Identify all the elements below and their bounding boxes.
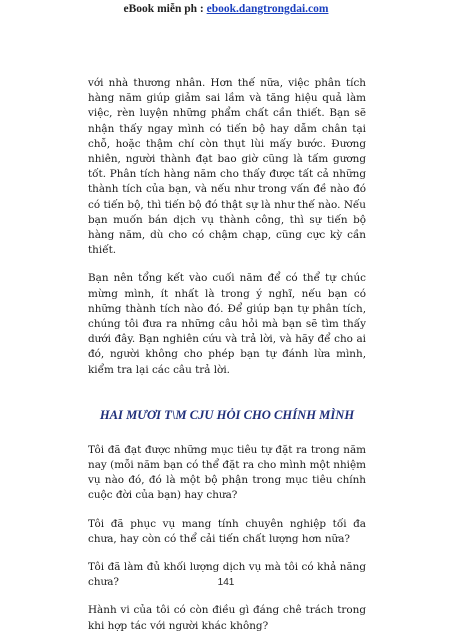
page-number: 141 xyxy=(217,577,235,588)
body-paragraph: Bạn nên tổng kết vào cuối năm để có thể tự chúc mừng mình, ít nhất là trong ý nghĩ, nếu bạn có những thành tích nào đó. Để giúp bạn tự phân tích, chúng tôi đưa ra những câu hỏi mà bạn sẽ tìm thấy dưới đây. Bạn nghiên cứu và trả lời, và hãy để cho ai đó, người không cho phép bạn tự đánh lừa mình, kiểm tra lại các câu trả lời. xyxy=(88,272,366,376)
section-heading: HAI MƯƠI T\M CJU HỎI CHO CHÍNH MÌNH xyxy=(99,407,355,422)
body-paragraph: với nhà thương nhân. Hơn thế nữa, việc phân tích hàng năm giúp giảm sai lầm và tăng hiệu quả làm việc, rèn luyện những phẩm chất cần thiết. Bạn sẽ nhận thấy ngay mình có tiến bộ hay dẫm chân tại chỗ, hoặc thậm chí còn thụt lùi mấy bước. Đương nhiên, người thành đạt bao giờ cũng là tấm gương tốt. Phân tích hàng năm cho thấy được tất cả những thành tích của bạn, và nếu như trong vấn đề nào đó có tiến bộ, thì tiến bộ đó thật sự là như thế nào. Nếu bạn muốn bán dịch vụ thành công, thì sự tiến bộ hàng năm, dù cho có chậm chạp, cũng cực kỳ cần thiết. xyxy=(88,77,366,257)
header-link[interactable]: ebook.dangtrongdai.com xyxy=(206,3,329,15)
page-header xyxy=(0,3,452,15)
question-paragraph: Tôi đã phục vụ mang tính chuyên nghiệp tối đa chưa, hay còn có thể cải tiến chất lượng hơn nữa? xyxy=(88,517,366,545)
question-paragraph: Hành vi của tôi có còn điều gì đáng chê trách trong khi hợp tác với người khác không? xyxy=(88,604,366,632)
header-prefix: eBook miễn ph : xyxy=(123,3,207,15)
question-paragraph: Tôi đã đạt được những mục tiêu tự đặt ra trong năm nay (mỗi năm bạn có thể đặt ra cho mình một nhiệm vụ nào đó, đó là một bộ phận trong mục tiêu chính cuộc đời của bạn) hay chưa? xyxy=(88,443,366,502)
page-body xyxy=(88,76,366,634)
question-paragraph: Tôi đã làm đủ khối lượng dịch vụ mà tôi có khả năng chưa? xyxy=(88,561,366,589)
